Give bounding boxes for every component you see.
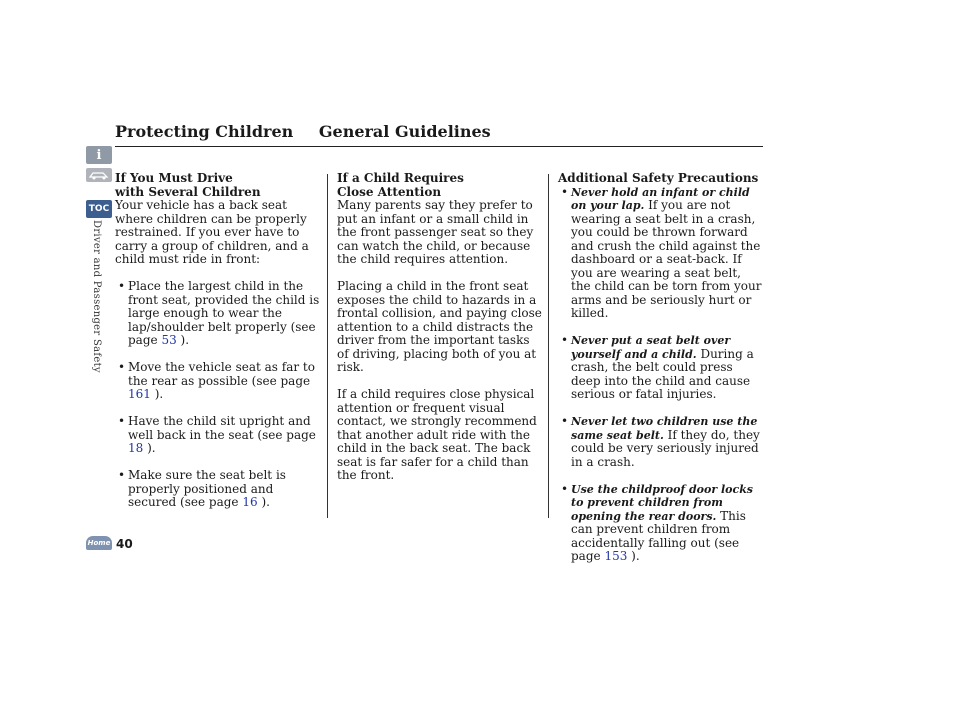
col2-heading-1: If a Child Requires	[337, 171, 464, 185]
page-link[interactable]: 18	[128, 441, 144, 455]
col1-intro: Your vehicle has a back seat where children can be properly restrained. If you ever have to carry a group of children, and a child must ride in front:	[115, 198, 309, 266]
col1-list	[115, 280, 320, 510]
chapter-tab-label: Driver and Passenger Safety	[91, 220, 102, 373]
list-item: • Make sure the seat belt is properly positioned and secured (see page 16 ).	[115, 469, 320, 510]
list-item: • Move the vehicle seat as far to the rear as possible (see page 161 ).	[115, 361, 320, 402]
page-number: 40	[116, 537, 133, 551]
col2-heading-2: Close Attention	[337, 184, 442, 199]
page-link[interactable]: 161	[128, 387, 151, 401]
list-item: • Use the childproof door locks to prevent children from opening the rear doors. This can prevent children from accidentally falling out (see page 153 ).	[558, 483, 763, 564]
column-2	[337, 172, 542, 496]
col2-paragraph-2: Placing a child in the front seat exposes the child to hazards in a frontal collision, and paying close attention to a child distracts the driver from the important tasks of driving, placing both of you at risk.	[337, 279, 542, 374]
section-title: Protecting Children	[115, 122, 294, 141]
column-divider	[327, 174, 328, 518]
subsection-title: General Guidelines	[318, 122, 491, 141]
list-item: • Place the largest child in the front seat, provided the child is large enough to wear the lap/shoulder belt properly (see page 53 ).	[115, 280, 320, 348]
col3-heading: Additional Safety Precautions	[558, 171, 759, 185]
toc-button[interactable]: TOC	[86, 200, 112, 218]
page-link[interactable]: 16	[242, 495, 258, 509]
col1-heading-2: with Several Children	[115, 184, 261, 199]
page-link[interactable]: 153	[604, 549, 628, 563]
info-icon[interactable]: i	[86, 146, 112, 164]
col2-paragraph-1: Many parents say they prefer to put an infant or a small child in the front passenger seat so they can watch the child, or because the child requires attention.	[337, 198, 534, 266]
page-link[interactable]: 53	[161, 333, 177, 347]
col2-paragraph-3: If a child requires close physical attention or frequent visual contact, we strongly recommend that another adult ride with the child in the back seat. The back seat is far safer for a child than the front.	[337, 387, 537, 482]
column-divider	[548, 174, 549, 518]
header-rule	[115, 146, 763, 147]
list-item: • Have the child sit upright and well back in the seat (see page 18 ).	[115, 415, 320, 456]
list-item: • Never hold an infant or child on your lap. If you are not wearing a seat belt in a crash, you could be thrown forward and crush the child against the dashboard or a seat-back. If you are wearing a seat belt, the child can be torn from your arms and be seriously hurt or killed.	[558, 186, 763, 321]
col1-heading-1: If You Must Drive	[115, 171, 233, 185]
page-header	[115, 122, 511, 141]
list-item: • Never let two children use the same seat belt. If they do, they could be very seriously injured in a crash.	[558, 415, 763, 469]
column-3	[558, 172, 763, 577]
car-icon[interactable]	[86, 168, 112, 182]
list-item: • Never put a seat belt over yourself and a child. During a crash, the belt could press deep into the child and cause serious or fatal injuries.	[558, 334, 763, 402]
col3-list	[558, 186, 763, 564]
home-button[interactable]: Home	[86, 536, 112, 550]
column-1	[115, 172, 320, 523]
